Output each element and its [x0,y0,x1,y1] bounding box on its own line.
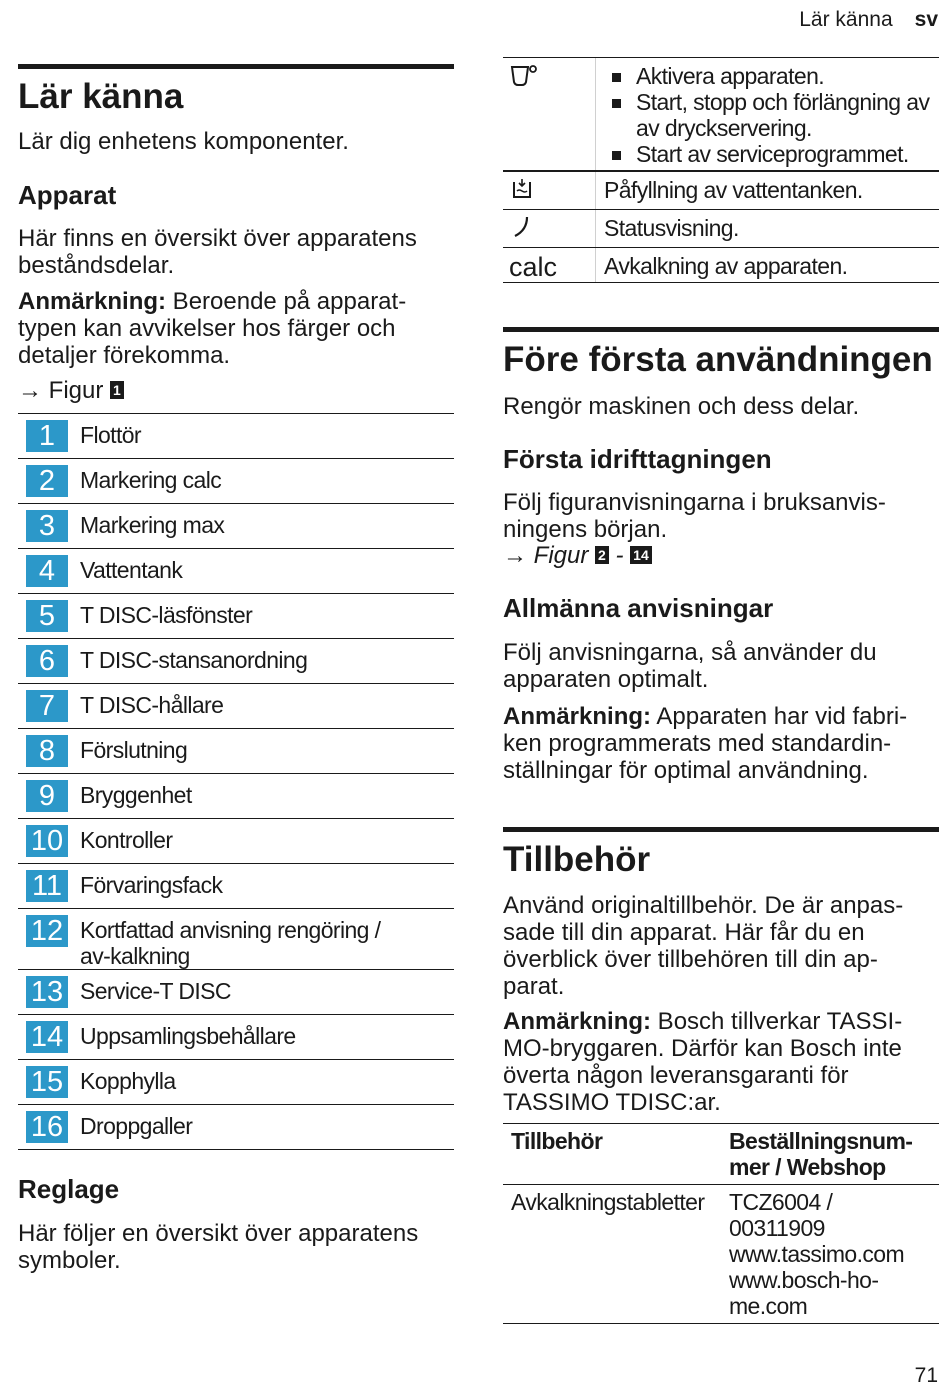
figure-badge: 2 [595,546,609,564]
figure-ref-text: → Figur [503,542,589,569]
component-label: Markering calc [80,467,222,493]
component-label: Kopphylla [80,1068,176,1094]
apparat-heading: Apparat [18,180,117,210]
number-box: 13 [26,976,68,1008]
title-rule [18,64,454,69]
component-label: T DISC-läsfönster [80,602,253,628]
number-box: 8 [26,735,68,767]
symbol-description: Statusvisning. [595,210,939,247]
table-row [18,459,454,504]
component-label: Bryggenhet [80,782,192,808]
section-title: Före första användningen [503,340,933,379]
component-label: Uppsamlingsbehållare [80,1023,296,1049]
table-row [18,504,454,549]
table-row [18,684,454,729]
before-first-intro: Rengör maskinen och dess delar. [503,393,860,420]
table-row [18,774,454,819]
figure-ref-text: → Figur [18,377,104,404]
table-row [503,248,939,283]
symbols-table [503,57,939,283]
component-label: T DISC-hållare [80,692,224,718]
number-box: 9 [26,780,68,812]
table-row [18,549,454,594]
note-label: Anmärkning: [503,1008,652,1035]
component-label: T DISC-stansanordning [80,647,308,673]
number-box: 3 [26,510,68,542]
table-row [18,819,454,864]
table-row [503,58,939,172]
figure-reference [18,377,124,404]
table-row [18,729,454,774]
general-text: Följ anvisningarna, så använder du apparaten optimalt. [503,639,877,693]
status-icon [503,210,595,247]
general-heading: Allmänna anvisningar [503,593,774,623]
number-box: 2 [26,465,68,497]
accessory-order-info [729,1189,939,1319]
list-item: Start av serviceprogrammet. [608,141,939,167]
apparat-note [18,288,454,369]
header-lang: sv [914,8,938,31]
number-box: 14 [26,1021,68,1053]
table-row [18,864,454,909]
apparat-text: Här finns en översikt över apparatens beståndsdelar. [18,225,417,279]
accessories-title: Tillbehör [503,840,651,879]
number-box: 16 [26,1111,68,1143]
column-header: Beställningsnum-mer / Webshop [729,1128,913,1180]
symbol-description [595,58,939,170]
page-title: Lär känna [18,77,184,116]
figure-badge: 14 [630,546,652,564]
component-label: Vattentank [80,557,183,583]
list-item: Start, stopp och förlängning av av dryckservering. [608,89,939,141]
note-label: Anmärkning: [503,703,652,730]
components-table [18,413,454,1150]
table-row [18,639,454,684]
order-line: www.tassimo.com [729,1241,905,1267]
component-label: Markering max [80,512,225,538]
reglage-text: Här följer en översikt över apparatens symboler. [18,1220,419,1274]
table-row [503,172,939,210]
component-label: Flottör [80,422,141,448]
table-row [18,1060,454,1105]
accessories-intro: Använd originaltillbehör. De är anpas-sade till din apparat. Här får du en överblick över tillbehören till din ap-parat. [503,892,904,1000]
accessory-name: Avkalkningstabletter [511,1189,705,1215]
water-tank-icon [503,172,595,209]
number-box: 7 [26,690,68,722]
table-header-row [503,1124,939,1185]
title-rule [503,827,939,832]
component-label: Service-T DISC [80,978,231,1004]
number-box: 12 [26,915,68,947]
intro-text: Lär dig enhetens komponenter. [18,128,349,155]
table-row [503,1185,939,1323]
component-label: Förvaringsfack [80,872,223,898]
figure-sep: - [608,542,631,569]
accessories-note [503,1008,939,1116]
number-box: 5 [26,600,68,632]
table-row [18,414,454,459]
component-label: Förslutning [80,737,188,763]
order-line: me.com [729,1293,808,1319]
figure-reference [503,542,652,569]
cup-icon [503,58,595,170]
table-row [503,210,939,248]
component-label: Kortfattad anvisning rengöring / av-kalkning [80,917,381,969]
number-box: 6 [26,645,68,677]
reglage-heading: Reglage [18,1174,120,1204]
first-use-heading: Första idrifttagningen [503,444,772,474]
first-use-text: Följ figuranvisningarna i bruksanvis-ningens början. [503,489,886,543]
note-text: Beroende på apparat-typen kan avvikelser hos färger och detaljer förekomma. [18,288,407,369]
figure-badge: 1 [110,381,124,399]
symbol-description: Påfyllning av vattentanken. [595,172,939,209]
number-box: 1 [26,420,68,452]
table-row [18,909,454,970]
component-label: Kontroller [80,827,173,853]
header-section: Lär känna [799,8,893,31]
accessories-table [503,1123,939,1324]
number-box: 11 [26,870,68,902]
table-row [18,970,454,1015]
number-box: 4 [26,555,68,587]
column-header: Tillbehör [511,1128,603,1154]
note-text: Bosch tillverkar TASSI-MO-bryggaren. Därför kan Bosch inte överta någon leveransgaranti för TASSIMO TDISC:ar. [503,1008,903,1116]
number-box: 10 [26,825,68,857]
calc-icon: calc [509,252,558,282]
symbol-description: Avkalkning av apparaten. [595,248,939,282]
note-label: Anmärkning: [18,288,167,315]
page-number: 71 [914,1364,938,1387]
order-line: 00311909 [729,1215,825,1241]
page-header [799,8,938,32]
table-row [18,1105,454,1150]
note-text: Apparaten har vid fabri-ken programmerats med standardin-ställningar för optimal användning. [503,703,908,784]
component-label: Droppgaller [80,1113,193,1139]
title-rule [503,327,939,332]
order-line: TCZ6004 / [729,1189,833,1215]
order-line: www.bosch-ho- [729,1267,879,1293]
number-box: 15 [26,1066,68,1098]
table-row [18,594,454,639]
list-item: Aktivera apparaten. [608,63,939,89]
table-row [18,1015,454,1060]
general-note [503,703,939,784]
